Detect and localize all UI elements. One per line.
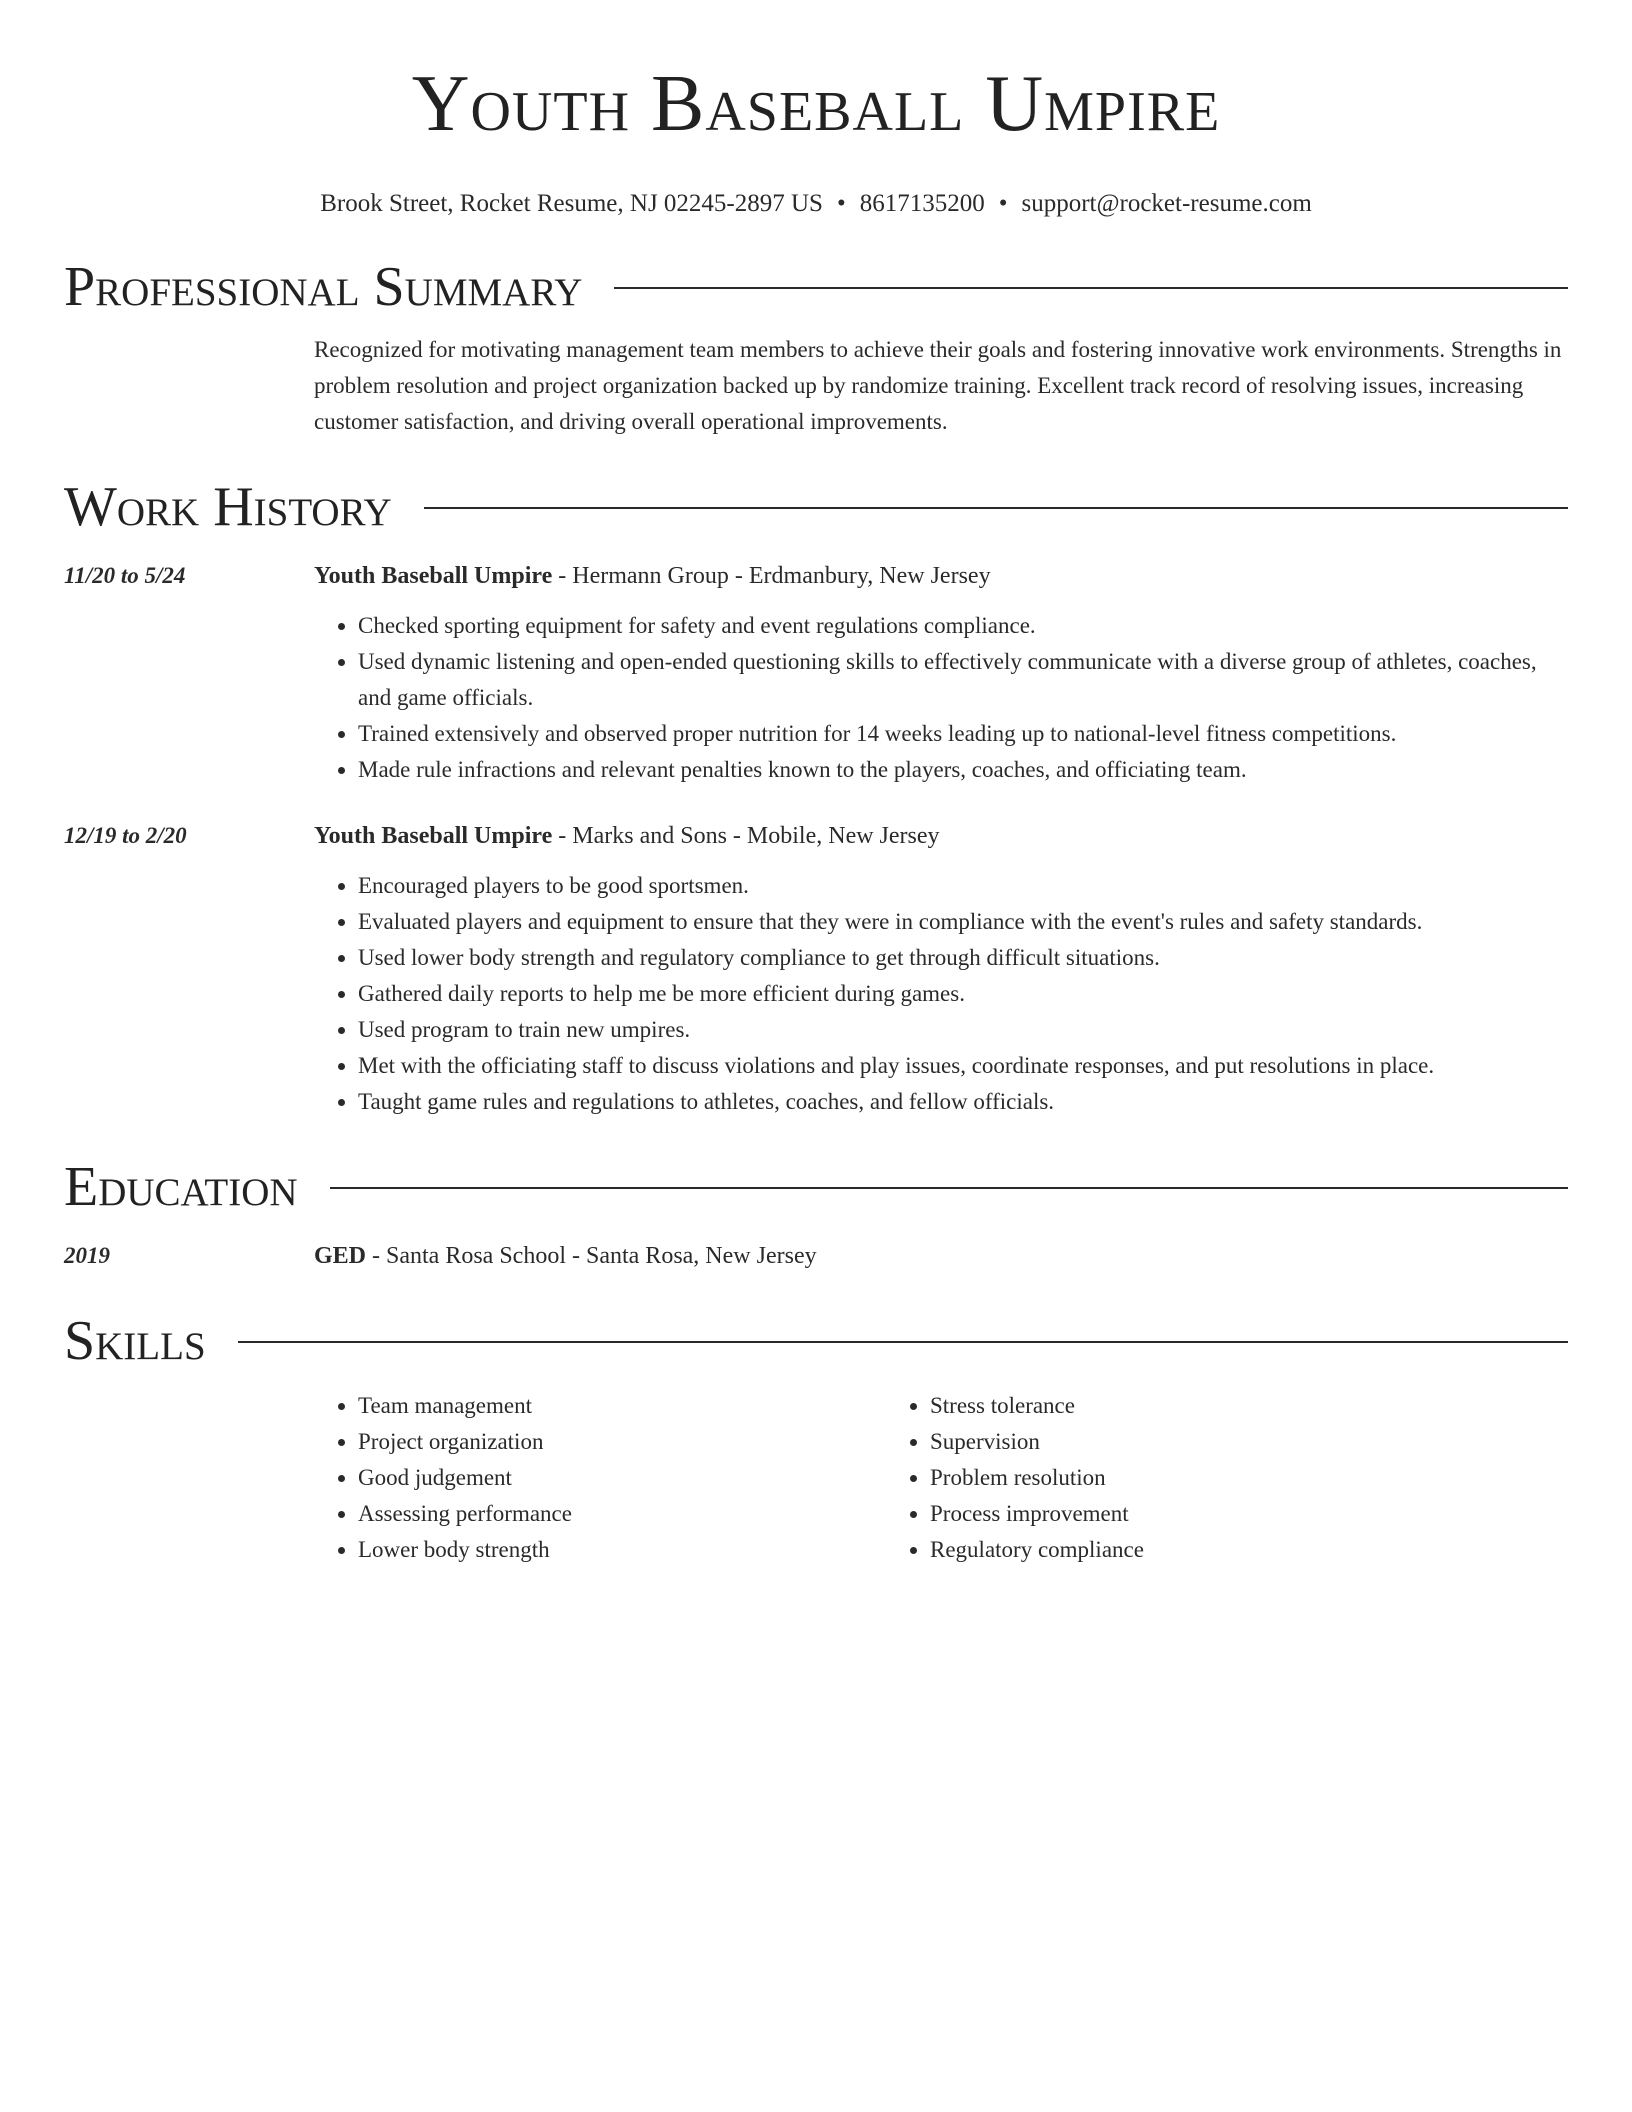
section-divider — [238, 1341, 1568, 1343]
contact-phone: 8617135200 — [859, 190, 985, 217]
section-divider — [614, 287, 1568, 289]
list-item: • Made rule infractions and relevant penalties known to the players, coaches, and officiating team. — [358, 752, 1568, 788]
education-degree: GED — [314, 1243, 367, 1269]
list-item: • Taught game rules and regulations to athletes, coaches, and fellow officials. — [358, 1084, 1568, 1120]
contact-separator: • — [836, 190, 846, 217]
list-item: • Checked sporting equipment for safety and event regulations compliance. — [358, 608, 1568, 644]
skills-column-right — [886, 1388, 1458, 1568]
education-school: - Santa Rosa School - Santa Rosa, New Jersey — [366, 1243, 817, 1269]
list-item: • Stress tolerance — [930, 1388, 1458, 1424]
list-item: • Process improvement — [930, 1496, 1458, 1532]
list-item: • Assessing performance — [358, 1496, 886, 1532]
job-bullets-spacer — [64, 594, 314, 788]
list-item: • Encouraged players to be good sportsmen. — [358, 868, 1568, 904]
list-item: • Trained extensively and observed proper nutrition for 14 weeks leading up to national-level fitness competitions. — [358, 716, 1568, 752]
job-entry — [64, 558, 1568, 788]
education-heading: Education — [64, 1156, 298, 1218]
list-item: • Project organization — [358, 1424, 886, 1460]
list-item: • Used lower body strength and regulatory compliance to get through difficult situations. — [358, 940, 1568, 976]
resume-name: Youth Baseball Umpire — [411, 60, 1221, 148]
job-title-line — [314, 558, 1568, 594]
job-bullets-spacer — [64, 854, 314, 1120]
list-item: • Met with the officiating staff to discuss violations and play issues, coordinate responses, and put resolutions in place. — [358, 1048, 1568, 1084]
job-bullets-column — [314, 594, 1568, 788]
contact-email: support@rocket-resume.com — [1021, 190, 1312, 217]
list-item: • Evaluated players and equipment to ensure that they were in compliance with the event's rules and safety standards. — [358, 904, 1568, 940]
contact-line — [64, 188, 1568, 220]
job-bullets-row — [64, 854, 1568, 1120]
skills-section-header — [64, 1308, 1568, 1374]
job-bullets-column — [314, 854, 1568, 1120]
skills-heading: Skills — [64, 1310, 206, 1372]
job-entry — [64, 818, 1568, 1120]
job-header — [64, 818, 1568, 854]
education-year: 2019 — [64, 1243, 110, 1268]
work-section-header — [64, 474, 1568, 540]
summary-heading: Professional Summary — [64, 256, 583, 318]
job-title: Youth Baseball Umpire — [314, 823, 553, 849]
list-item: • Used dynamic listening and open-ended questioning skills to effectively communicate with a diverse group of athletes, coaches, and game officials. — [358, 644, 1568, 716]
list-item: • Team management — [358, 1388, 886, 1424]
education-entry — [64, 1238, 1568, 1274]
job-bullets — [314, 608, 1568, 788]
list-item: • Supervision — [930, 1424, 1458, 1460]
list-item: • Gathered daily reports to help me be more efficient during games. — [358, 976, 1568, 1012]
contact-address: Brook Street, Rocket Resume, NJ 02245-2897 US — [320, 190, 823, 217]
skills-list — [64, 1388, 1568, 1568]
section-divider — [330, 1187, 1568, 1189]
summary-section-header — [64, 254, 1568, 320]
list-item: • Lower body strength — [358, 1532, 886, 1568]
job-bullets-row — [64, 594, 1568, 788]
job-title-line — [314, 818, 1568, 854]
list-item: • Regulatory compliance — [930, 1532, 1458, 1568]
job-header — [64, 558, 1568, 594]
list-item: • Problem resolution — [930, 1460, 1458, 1496]
list-item: • Used program to train new umpires. — [358, 1012, 1568, 1048]
contact-separator: • — [998, 190, 1008, 217]
job-title: Youth Baseball Umpire — [314, 563, 553, 589]
work-heading: Work History — [64, 476, 392, 538]
job-bullets — [314, 868, 1568, 1120]
job-employer: - Hermann Group - Erdmanbury, New Jersey — [552, 563, 991, 589]
job-dates: 11/20 to 5/24 — [64, 563, 186, 588]
job-employer: - Marks and Sons - Mobile, New Jersey — [552, 823, 940, 849]
job-dates: 12/19 to 2/20 — [64, 823, 187, 848]
list-item: • Good judgement — [358, 1460, 886, 1496]
education-line — [314, 1238, 1568, 1274]
section-divider — [424, 507, 1568, 509]
skills-column-left — [314, 1388, 886, 1568]
education-section-header — [64, 1154, 1568, 1220]
summary-text: Recognized for motivating management team members to achieve their goals and fostering innovative work environments. Strengths in problem resolution and project organization backed up by randomize training. Excellent track record of resolving issues, increasing customer satisfaction, and driving overall operational improvements. — [314, 337, 1562, 434]
